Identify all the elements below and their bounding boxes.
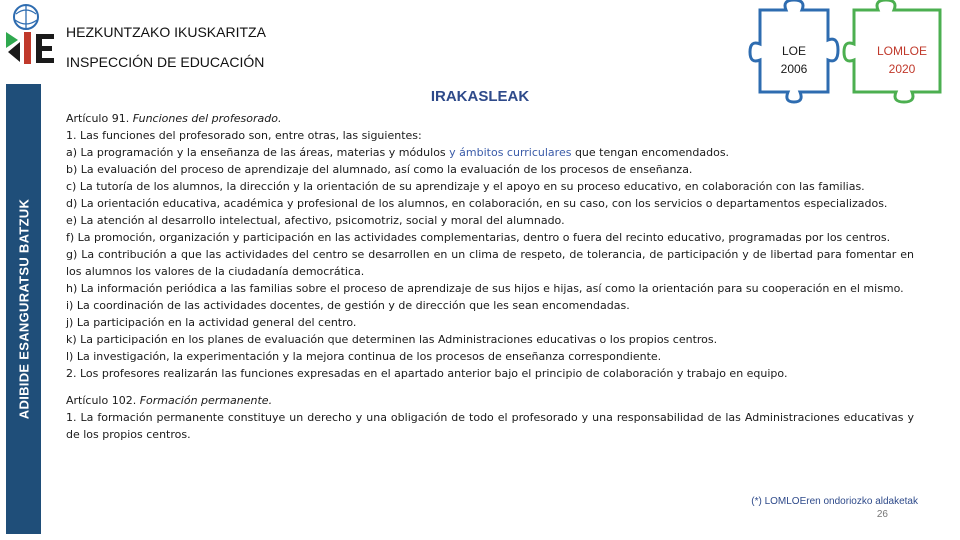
article-91-title: Funciones del profesorado. (132, 112, 282, 125)
article-102-number: Artículo 102. (66, 394, 137, 407)
sidebar-label: ADIBIDE ESANGURATSU BATZUK (16, 198, 31, 420)
article-content (66, 110, 914, 443)
article-91-item-j: j) La participación en la actividad general del centro. (66, 316, 357, 329)
article-91-item-a (66, 144, 914, 161)
article-91-item-d: d) La orientación educativa, académica y profesional de los alumnos, en colaboración, en su caso, con los servicios o departamentos especializados. (66, 197, 888, 210)
section-title: IRAKASLEAK (430, 88, 530, 105)
article-91-item-k: k) La participación en los planes de evaluación que determinen las Administraciones educativas o los propios centros. (66, 333, 718, 346)
article-91-item-b: b) La evaluación del proceso de aprendizaje del alumnado, así como la evaluación de los procesos de enseñanza. (66, 163, 693, 176)
law-badges (742, 0, 952, 104)
article-91-item-2: 2. Los profesores realizarán las funciones expresadas en el apartado anterior bajo el principio de colaboración y trabajo en equipo. (66, 367, 788, 380)
organization-title: HEZKUNTZAKO IKUSKARITZA (66, 24, 266, 40)
article-91-item-i: i) La coordinación de las actividades docentes, de gestión y de dirección que les sean encomendadas. (66, 299, 630, 312)
article-91-intro: 1. Las funciones del profesorado son, entre otras, las siguientes: (66, 129, 422, 142)
footnote: (*) LOMLOEren ondoriozko aldaketak (751, 496, 918, 507)
inspection-logo-icon (4, 2, 62, 70)
loe-year: 2006 (780, 62, 808, 76)
article-102-title: Formación permanente. (139, 394, 273, 407)
article-91-item-l: l) La investigación, la experimentación y la mejora continua de los procesos de enseñanza correspondiente. (66, 350, 662, 363)
article-102-heading (66, 392, 914, 409)
article-91-item-f: f) La promoción, organización y participación en las actividades complementarias, dentro o fuera del recinto educativo, programadas por los centros. (66, 231, 891, 244)
article-91-number: Artículo 91. (66, 112, 130, 125)
article-91-item-c: c) La tutoría de los alumnos, la dirección y la orientación de su aprendizaje y el apoyo en su proceso educativo, en colaboración con las familias. (66, 180, 865, 193)
item-a-highlight: y ámbitos curriculares (449, 146, 572, 159)
sidebar (6, 84, 41, 534)
item-a-text-start: a) La programación y la enseñanza de las áreas, materias y módulos (66, 146, 450, 159)
article-91-heading (66, 110, 914, 127)
page-number: 26 (876, 509, 888, 520)
paragraph-gap (66, 382, 914, 392)
article-91-item-g: g) La contribución a que las actividades del centro se desarrollen en un clima de respeto, de tolerancia, de participación y de libertad para fomentar en los alumnos los valores de la ciudadanía democrática. (66, 248, 914, 278)
lomloe-label: LOMLOE (876, 44, 928, 58)
loe-label: LOE (781, 44, 807, 58)
article-102-item-1: 1. La formación permanente constituye un derecho y una obligación de todo el profesorado y una responsabilidad de las Administraciones educativas y de los propios centros. (66, 411, 914, 441)
article-91-item-h: h) La información periódica a las familias sobre el proceso de aprendizaje de sus hijos e hijas, así como la orientación para su cooperación en el mismo. (66, 282, 904, 295)
article-91-item-e: e) La atención al desarrollo intelectual, afectivo, psicomotriz, social y moral del alumnado. (66, 214, 565, 227)
item-a-text-end: que tengan encomendados. (571, 146, 730, 159)
organization-subtitle: INSPECCIÓN DE EDUCACIÓN (66, 54, 265, 70)
lomloe-year: 2020 (888, 62, 916, 76)
